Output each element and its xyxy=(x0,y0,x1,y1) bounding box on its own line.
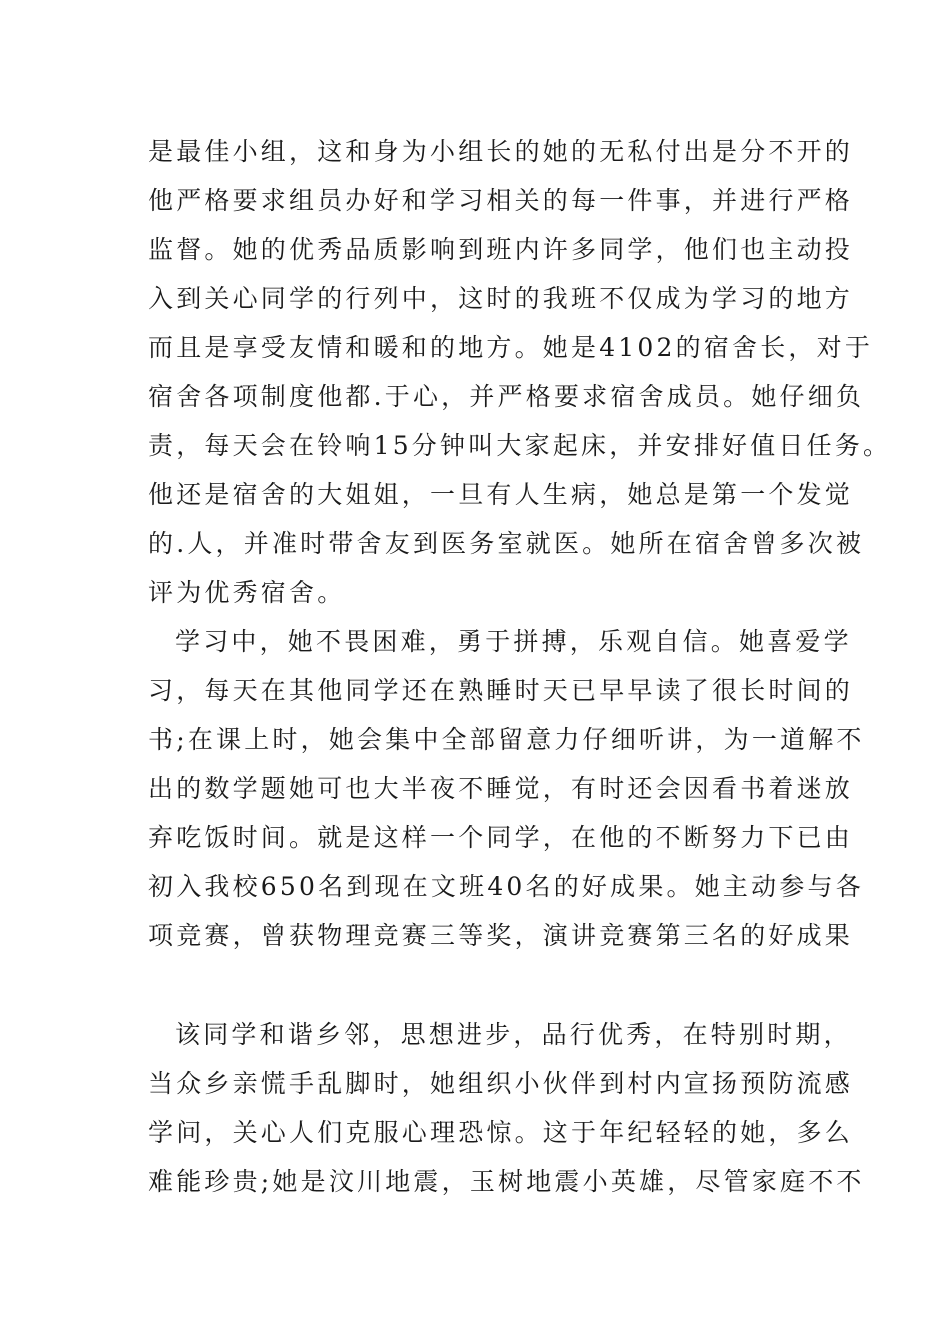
text-line: 评为优秀宿舍。 xyxy=(148,578,346,607)
text-line: 宿舍各项制度他都.于心，并严格要求宿舍成员。她仔细负 xyxy=(148,382,865,411)
text-line: 初入我校650名到现在文班40名的好成果。她主动参与各 xyxy=(148,872,864,901)
text-line: 书;在课上时，她会集中全部留意力仔细听讲，为一道解不 xyxy=(148,725,865,754)
text-line: 该同学和谐乡邻，思想进步，品行优秀，在特别时期， xyxy=(175,1020,852,1049)
text-line: 难能珍贵;她是汶川地震，玉树地震小英雄，尽管家庭不不 xyxy=(148,1167,865,1196)
text-line: 的.人，并准时带舍友到医务室就医。她所在宿舍曾多次被 xyxy=(148,529,865,558)
text-line: 入到关心同学的行列中，这时的我班不仅成为学习的地方 xyxy=(148,284,854,313)
text-line: 弃吃饭时间。就是这样一个同学，在他的不断努力下已由 xyxy=(148,823,854,852)
text-line: 他严格要求组员办好和学习相关的每一件事，并进行严格 xyxy=(148,186,854,215)
text-line: 习，每天在其他同学还在熟睡时天已早早读了很长时间的 xyxy=(148,676,854,705)
text-line: 是最佳小组，这和身为小组长的她的无私付出是分不开的 xyxy=(148,137,854,166)
text-line: 责，每天会在铃响15分钟叫大家起床，并安排好值日任务。 xyxy=(148,431,892,460)
text-line: 学问，关心人们克服心理恐惊。这于年纪轻轻的她，多么 xyxy=(148,1118,854,1147)
text-line: 学习中，她不畏困难，勇于拼搏，乐观自信。她喜爱学 xyxy=(175,627,852,656)
text-line: 他还是宿舍的大姐姐，一旦有人生病，她总是第一个发觉 xyxy=(148,480,854,509)
text-line: 当众乡亲慌手乱脚时，她组织小伙伴到村内宣扬预防流感 xyxy=(148,1069,854,1098)
text-line: 监督。她的优秀品质影响到班内许多同学，他们也主动投 xyxy=(148,235,854,264)
text-line: 项竞赛，曾获物理竞赛三等奖，演讲竞赛第三名的好成果 xyxy=(148,921,854,950)
text-line: 而且是享受友情和暖和的地方。她是4102的宿舍长，对于 xyxy=(148,333,874,362)
text-line: 出的数学题她可也大半夜不睡觉，有时还会因看书着迷放 xyxy=(148,774,854,803)
